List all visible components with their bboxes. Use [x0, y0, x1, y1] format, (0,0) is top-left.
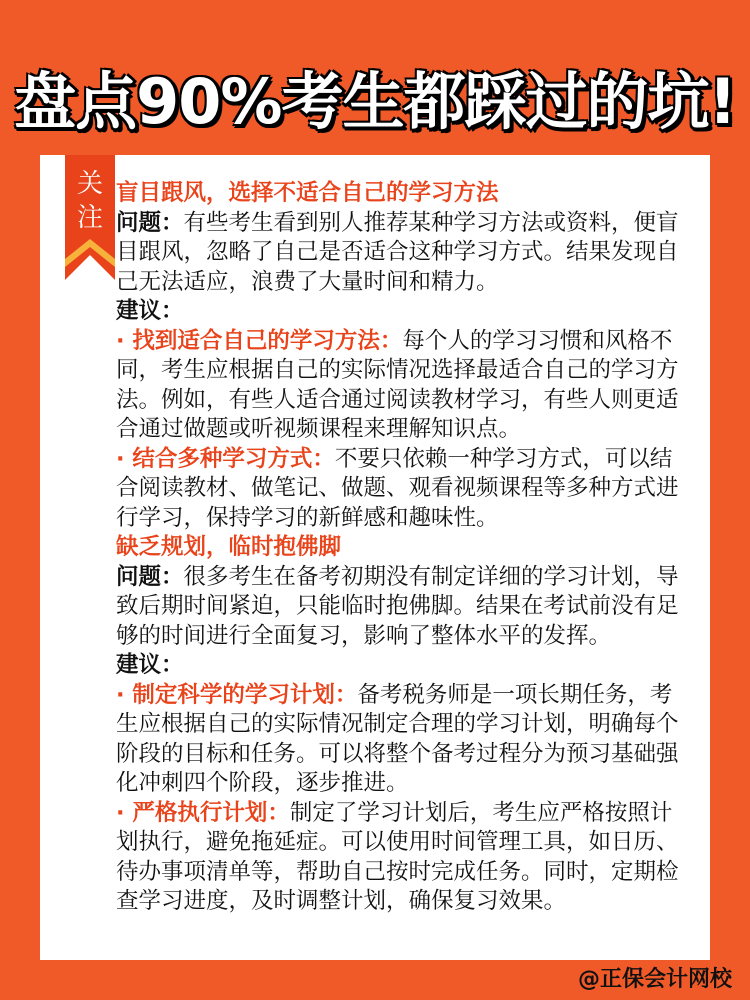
- bullet-item: [116, 799, 680, 917]
- bullet-text: 每个人的学习习惯和风格不同，考生应根据自己的实际情况选择最适合自己的学习方法。例如，有些人适合通过阅读教材学习，有些人则更适合通过做题或听视频课程来理解知识点。: [116, 327, 679, 442]
- bullet-item: [116, 681, 680, 799]
- problem-paragraph: [116, 209, 680, 298]
- bullet-item: [116, 327, 680, 445]
- problem-label: 问题：: [116, 563, 184, 590]
- problem-text: 有些考生看到别人推荐某种学习方法或资料，便盲目跟风，忽略了自己是否适合这种学习方式。结果发现自己无法适应，浪费了大量时间和精力。: [116, 209, 679, 295]
- article-body: [116, 179, 680, 917]
- advice-label: 建议：: [116, 652, 184, 678]
- follow-badge-text: 关注: [76, 169, 103, 233]
- bullet-title: · 制定科学的学习计划：: [116, 681, 358, 708]
- advice-label: 建议：: [116, 298, 184, 324]
- section-heading: 缺乏规划，临时抱佛脚: [116, 534, 342, 560]
- page-title: 盘点90%考生都踩过的坑!: [14, 65, 736, 138]
- bullet-title: · 严格执行计划：: [116, 799, 290, 826]
- problem-text: 很多考生在备考初期没有制定详细的学习计划，导致后期时间紧迫，只能临时抱佛脚。结果在考试前没有足够的时间进行全面复习，影响了整体水平的发挥。: [116, 563, 679, 649]
- problem-paragraph: [116, 563, 680, 652]
- bullet-text: 制定了学习计划后，考生应严格按照计划执行，避免拖延症。可以使用时间管理工具，如日历、待办事项清单等，帮助自己按时完成任务。同时，定期检查学习进度，及时调整计划，确保复习效果。: [116, 799, 679, 914]
- section-heading: 盲目跟风，选择不适合自己的学习方法: [116, 180, 499, 206]
- bullet-text: 备考税务师是一项长期任务，考生应根据自己的实际情况制定合理的学习计划，明确每个阶段的目标和任务。可以将整个备考过程分为预习基础强化冲刺四个阶段，逐步推进。: [116, 681, 679, 796]
- watermark-credit: @正保会计网校: [577, 967, 732, 992]
- content-card: [40, 155, 710, 960]
- bullet-title: · 找到适合自己的学习方法：: [116, 327, 403, 354]
- follow-badge: [65, 167, 115, 235]
- bullet-item: [116, 445, 680, 534]
- problem-label: 问题：: [116, 209, 184, 236]
- bullet-title: · 结合多种学习方式：: [116, 445, 335, 472]
- bullet-text: 不要只依赖一种学习方式，可以结合阅读教材、做笔记、做题、观看视频课程等多种方式进行学习，保持学习的新鲜感和趣味性。: [116, 445, 679, 531]
